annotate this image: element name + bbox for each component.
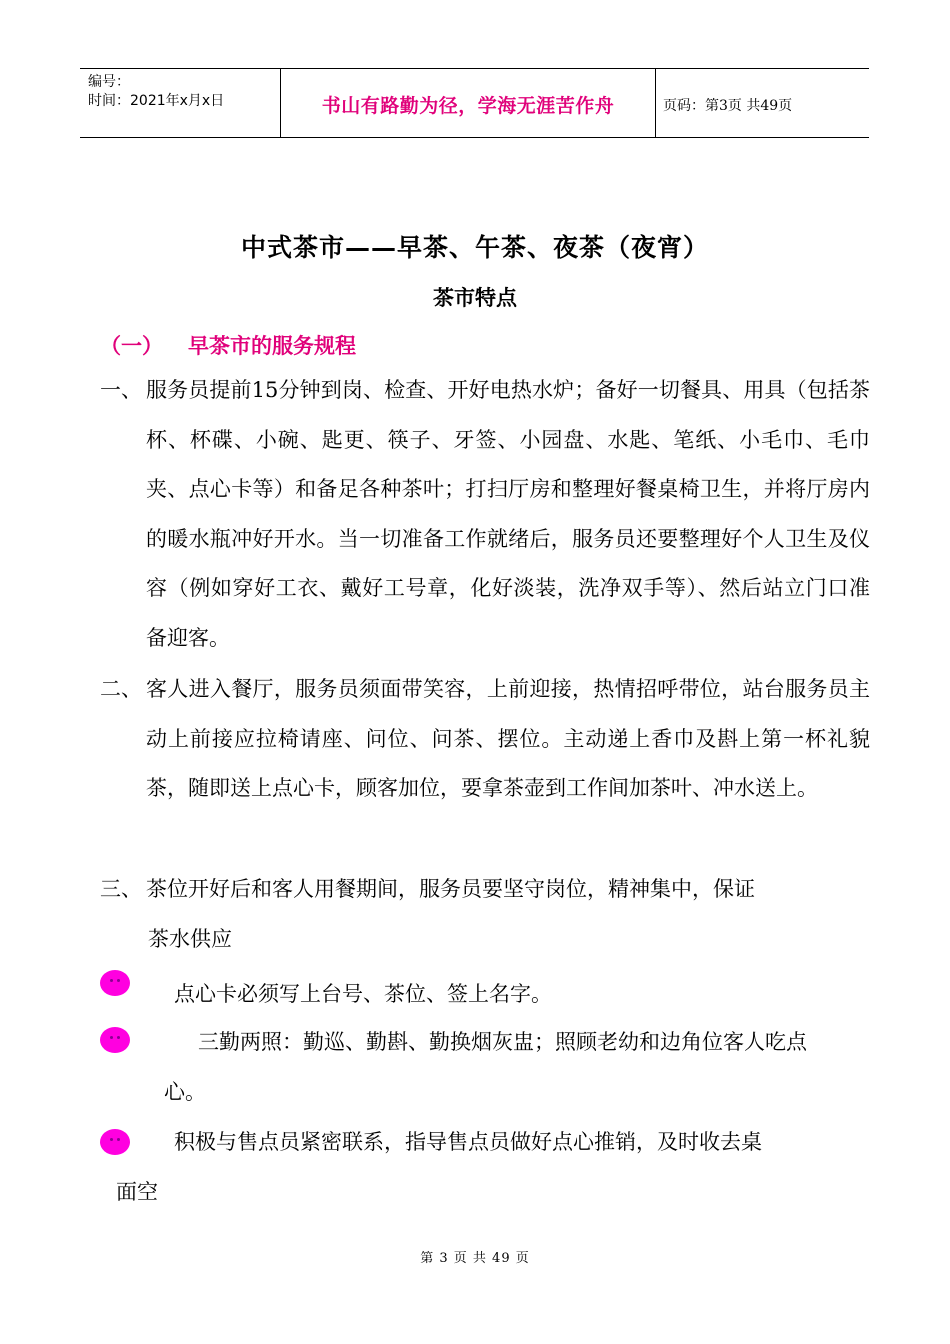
section-title: 早茶市的服务规程 (188, 333, 356, 358)
item-text: 服务员提前15分钟到岗、检查、开好电热水炉；备好一切餐具、用具（包括茶杯、杯碟、小碗、匙更、筷子、牙签、小园盘、水匙、笔纸、小毛巾、毛巾夹、点心卡等）和备足各种茶叶；打扫厅房和整理好餐桌椅卫生，并将厅房内的暖水瓶冲好开水。当一切准备工作就绪后，服务员还要整理好个人卫生及仪容（例如穿好工衣、戴好工号章，化好淡装，洗净双手等）、然后站立门口准备迎客。 (146, 378, 870, 650)
time-label: 时间：2021年x月x日 (88, 93, 225, 109)
bullet-text-line1: 三勤两照：勤巡、勤斟、勤换烟灰盅；照顾老幼和边角位客人吃点 (198, 1030, 807, 1054)
bullet-text-line2: 心。 (164, 1080, 206, 1104)
header-motto-cell (280, 69, 656, 137)
number-label: 编号： (88, 74, 130, 90)
item-marker: 三、 (100, 877, 142, 901)
smiley-bullet-icon (100, 1129, 130, 1155)
document-header (80, 68, 869, 138)
list-item (100, 366, 870, 664)
header-page-cell (655, 69, 869, 137)
section-heading (100, 330, 356, 360)
smiley-bullet-icon (100, 1027, 130, 1053)
page-footer: 第 3 页 共 49 页 (420, 1251, 530, 1266)
smiley-bullet-icon (100, 970, 130, 996)
item-marker: 一、 (100, 378, 142, 402)
bullet-text-line2: 面空 (116, 1180, 158, 1204)
item-text: 客人进入餐厅，服务员须面带笑容，上前迎接，热情招呼带位，站台服务员主动上前接应拉椅请座、问位、问茶、摆位。主动递上香巾及斟上第一杯礼貌茶，随即送上点心卡，顾客加位，要拿茶壶到工作间加茶叶、冲水送上。 (146, 677, 870, 801)
page-label: 页码：第3页 共49页 (663, 98, 793, 114)
motto: 书山有路勤为径，学海无涯苦作舟 (321, 95, 615, 117)
item-text-line1: 茶位开好后和客人用餐期间，服务员要坚守岗位，精神集中，保证 (146, 877, 755, 901)
bullet-text: 点心卡必须写上台号、茶位、签上名字。 (174, 982, 552, 1006)
item-marker: 二、 (100, 677, 142, 701)
list-item (100, 665, 870, 814)
item-text-line2: 茶水供应 (148, 926, 232, 951)
bullet-text-line1: 积极与售点员紧密联系，指导售点员做好点心推销，及时收去桌 (174, 1130, 762, 1154)
header-info-cell (80, 69, 280, 137)
section-number: （一） (100, 333, 163, 358)
page-subtitle: 茶市特点 (433, 285, 517, 310)
page-title: 中式茶市——早茶、午茶、夜茶（夜宵） (240, 233, 709, 262)
list-item (100, 865, 870, 964)
